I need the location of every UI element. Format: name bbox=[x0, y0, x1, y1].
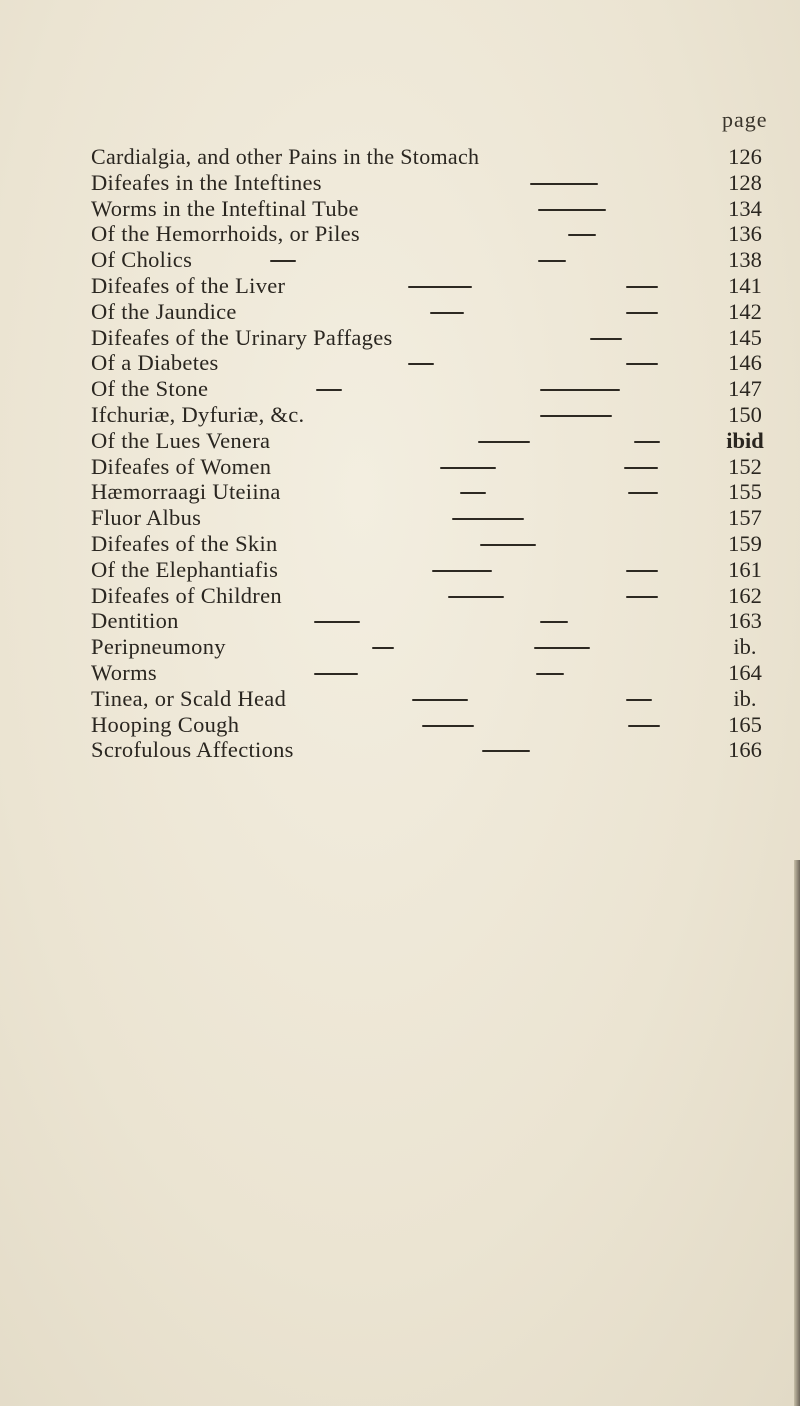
entry-page-number: ib. bbox=[733, 686, 757, 711]
entry-title: Worms in the Inteftinal Tube bbox=[91, 196, 359, 221]
toc-entry bbox=[0, 326, 800, 350]
leader-dash bbox=[478, 441, 530, 443]
toc-entry bbox=[0, 532, 800, 556]
entry-page-number: 128 bbox=[728, 170, 762, 195]
leader-dash bbox=[626, 570, 658, 572]
entry-page-number: 136 bbox=[728, 221, 762, 246]
leader-dash bbox=[422, 725, 474, 727]
entry-title: Tinea, or Scald Head bbox=[91, 686, 287, 711]
toc-entry bbox=[0, 171, 800, 195]
entry-title: Of Cholics bbox=[91, 247, 193, 272]
entry-page-number: 159 bbox=[728, 531, 762, 556]
toc-entry bbox=[0, 455, 800, 479]
leader-dash bbox=[590, 338, 622, 340]
entry-title: Difeafes of the Skin bbox=[91, 531, 278, 556]
entry-page-number: 162 bbox=[728, 583, 762, 608]
leader-dash bbox=[460, 492, 486, 494]
toc-entry bbox=[0, 429, 800, 453]
entry-title: Of a Diabetes bbox=[91, 350, 219, 375]
entry-page-number: 161 bbox=[728, 557, 762, 582]
leader-dash bbox=[534, 647, 590, 649]
toc-entry bbox=[0, 403, 800, 427]
leader-dash bbox=[412, 699, 468, 701]
leader-dash bbox=[452, 518, 524, 520]
page-edge-shadow bbox=[794, 860, 800, 1406]
entry-page-number: 152 bbox=[728, 454, 762, 479]
entry-page-number: 134 bbox=[728, 196, 762, 221]
leader-dash bbox=[538, 209, 606, 211]
entry-title: Dentition bbox=[91, 608, 179, 633]
entry-page-number: 157 bbox=[728, 505, 762, 530]
leader-dash bbox=[408, 286, 472, 288]
toc-entry bbox=[0, 480, 800, 504]
leader-dash bbox=[540, 389, 620, 391]
leader-dash bbox=[624, 467, 658, 469]
leader-dash bbox=[482, 750, 530, 752]
entry-page-number: 141 bbox=[728, 273, 762, 298]
entry-page-number: 147 bbox=[728, 376, 762, 401]
entry-page-number: 164 bbox=[728, 660, 762, 685]
leader-dash bbox=[538, 260, 566, 262]
leader-dash bbox=[314, 621, 360, 623]
entry-title: Worms bbox=[91, 660, 157, 685]
entry-page-number: 146 bbox=[728, 350, 762, 375]
toc-entry bbox=[0, 248, 800, 272]
entry-title: Scrofulous Affections bbox=[91, 737, 294, 762]
leader-dash bbox=[530, 183, 598, 185]
toc-entry bbox=[0, 377, 800, 401]
leader-dash bbox=[628, 492, 658, 494]
entry-page-number: 145 bbox=[728, 325, 762, 350]
entry-title: Ifchuriæ, Dyfuriæ, &c. bbox=[91, 402, 305, 427]
toc-entry bbox=[0, 145, 800, 169]
toc-entry bbox=[0, 661, 800, 685]
entry-page-number: 165 bbox=[728, 712, 762, 737]
toc-entry bbox=[0, 738, 800, 762]
entry-page-number: 126 bbox=[728, 144, 762, 169]
entry-page-number: 150 bbox=[728, 402, 762, 427]
leader-dash bbox=[448, 596, 504, 598]
toc-entry bbox=[0, 222, 800, 246]
entry-title: Difeafes of Children bbox=[91, 583, 282, 608]
leader-dash bbox=[626, 363, 658, 365]
entry-title: Difeafes in the Inteftines bbox=[91, 170, 322, 195]
entry-page-number: ibid bbox=[726, 428, 764, 453]
entry-page-number: 138 bbox=[728, 247, 762, 272]
leader-dash bbox=[540, 415, 612, 417]
entry-title: Hæmorraagi Uteiina bbox=[91, 479, 281, 504]
leader-dash bbox=[270, 260, 296, 262]
entry-title: Difeafes of the Urinary Paffages bbox=[91, 325, 393, 350]
toc-entry bbox=[0, 351, 800, 375]
entry-page-number: 163 bbox=[728, 608, 762, 633]
leader-dash bbox=[536, 673, 564, 675]
toc-entry bbox=[0, 300, 800, 324]
page-column-heading: page bbox=[722, 107, 768, 132]
entry-title: Of the Lues Venera bbox=[91, 428, 271, 453]
leader-dash bbox=[540, 621, 568, 623]
entry-page-number: ib. bbox=[733, 634, 757, 659]
leader-dash bbox=[432, 570, 492, 572]
toc-entry bbox=[0, 584, 800, 608]
leader-dash bbox=[480, 544, 536, 546]
entry-page-number: 142 bbox=[728, 299, 762, 324]
entry-title: Of the Hemorrhoids, or Piles bbox=[91, 221, 360, 246]
entry-title: Hooping Cough bbox=[91, 712, 240, 737]
leader-dash bbox=[634, 441, 660, 443]
toc-entry bbox=[0, 274, 800, 298]
entry-title: Of the Elephantiafis bbox=[91, 557, 279, 582]
leader-dash bbox=[568, 234, 596, 236]
toc-entry bbox=[0, 635, 800, 659]
entry-title: Difeafes of the Liver bbox=[91, 273, 286, 298]
leader-dash bbox=[626, 312, 658, 314]
leader-dash bbox=[316, 389, 342, 391]
toc-entry bbox=[0, 506, 800, 530]
toc-entry bbox=[0, 558, 800, 582]
leader-dash bbox=[314, 673, 358, 675]
leader-dash bbox=[440, 467, 496, 469]
leader-dash bbox=[626, 699, 652, 701]
toc-entry bbox=[0, 687, 800, 711]
entry-title: Of the Stone bbox=[91, 376, 209, 401]
entry-title: Fluor Albus bbox=[91, 505, 202, 530]
leader-dash bbox=[626, 596, 658, 598]
leader-dash bbox=[628, 725, 660, 727]
leader-dash bbox=[626, 286, 658, 288]
leader-dash bbox=[430, 312, 464, 314]
entry-title: Difeafes of Women bbox=[91, 454, 272, 479]
entry-page-number: 155 bbox=[728, 479, 762, 504]
entry-page-number: 166 bbox=[728, 737, 762, 762]
leader-dash bbox=[372, 647, 394, 649]
entry-title: Cardialgia, and other Pains in the Stomach bbox=[91, 144, 480, 169]
entry-title: Of the Jaundice bbox=[91, 299, 237, 324]
toc-entry bbox=[0, 609, 800, 633]
toc-entry bbox=[0, 713, 800, 737]
entry-title: Peripneumony bbox=[91, 634, 226, 659]
leader-dash bbox=[408, 363, 434, 365]
toc-entry bbox=[0, 197, 800, 221]
